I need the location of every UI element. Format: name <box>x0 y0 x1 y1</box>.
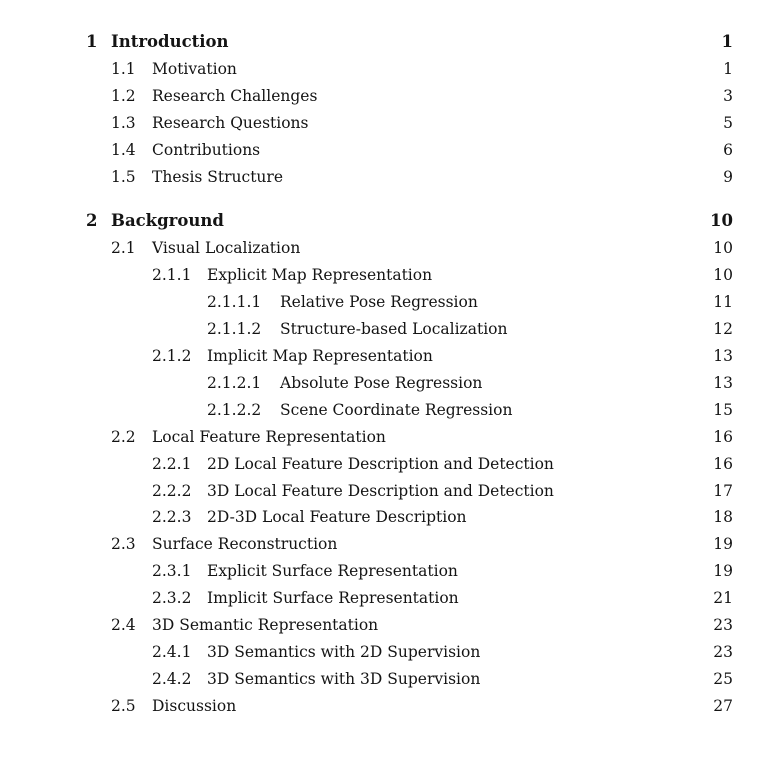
toc-entry-number: 1 <box>86 32 98 51</box>
toc-entry-number: 2.1.1.1 <box>207 292 262 311</box>
toc-entry-title[interactable]: Relative Pose Regression <box>280 291 482 313</box>
toc-section-entry[interactable] <box>0 668 777 690</box>
toc-entry-page-number[interactable]: 10 <box>710 211 733 230</box>
toc-entry-title[interactable]: Structure-based Localization <box>280 318 511 340</box>
toc-entry-title[interactable]: Introduction <box>111 31 233 53</box>
toc-entry-number: 2.3 <box>111 535 136 554</box>
toc-entry-number: 2.2.1 <box>152 454 192 473</box>
toc-entry-number: 2.3.1 <box>152 562 192 581</box>
toc-section-entry[interactable] <box>0 291 777 313</box>
toc-entry-page-number[interactable]: 5 <box>723 113 733 132</box>
toc-entry-page-number[interactable]: 6 <box>723 140 733 159</box>
toc-entry-page-number[interactable]: 23 <box>713 643 733 662</box>
toc-entry-number: 2.4.1 <box>152 643 192 662</box>
toc-entry-number: 2.2.3 <box>152 508 192 527</box>
toc-entry-number: 2.5 <box>111 697 136 716</box>
toc-entry-number: 2.2 <box>111 427 136 446</box>
toc-entry-page-number[interactable]: 16 <box>713 427 733 446</box>
toc-entry-page-number[interactable]: 3 <box>723 86 733 105</box>
toc-entry-page-number[interactable]: 25 <box>713 670 733 689</box>
toc-entry-page-number[interactable]: 15 <box>713 400 733 419</box>
toc-entry-title[interactable]: Visual Localization <box>152 237 304 259</box>
toc-entry-number: 2.1.1 <box>152 265 192 284</box>
toc-entry-title[interactable]: 2D-3D Local Feature Description <box>207 506 471 528</box>
toc-section-entry[interactable] <box>0 139 777 161</box>
toc-section-entry[interactable] <box>0 641 777 663</box>
toc-section-entry[interactable] <box>0 372 777 394</box>
toc-entry-title[interactable]: Thesis Structure <box>152 166 287 188</box>
toc-entry-number: 1.1 <box>111 59 136 78</box>
toc-entry-number: 2.1.2.1 <box>207 373 262 392</box>
toc-entry-page-number[interactable]: 23 <box>713 616 733 635</box>
toc-entry-page-number[interactable]: 12 <box>713 319 733 338</box>
toc-entry-page-number[interactable]: 21 <box>713 589 733 608</box>
toc-entry-title[interactable]: Explicit Map Representation <box>207 264 436 286</box>
toc-entry-number: 1.3 <box>111 113 136 132</box>
toc-entry-number: 2.1.2.2 <box>207 400 262 419</box>
toc-section-entry[interactable] <box>0 453 777 475</box>
toc-entry-title[interactable]: 2D Local Feature Description and Detection <box>207 453 558 475</box>
toc-entry-page-number[interactable]: 13 <box>713 373 733 392</box>
toc-entry-title[interactable]: Research Questions <box>152 112 312 134</box>
toc-entry-title[interactable]: 3D Semantics with 3D Supervision <box>207 668 484 690</box>
toc-entry-page-number[interactable]: 11 <box>713 292 733 311</box>
toc-entry-title[interactable]: Surface Reconstruction <box>152 533 341 555</box>
toc-entry-number: 2 <box>86 211 98 230</box>
toc-section-entry[interactable] <box>0 345 777 367</box>
toc-entry-title[interactable]: 3D Local Feature Description and Detection <box>207 480 558 502</box>
toc-entry-title[interactable]: Background <box>111 210 228 232</box>
toc-entry-number: 2.4.2 <box>152 670 192 689</box>
toc-section-entry[interactable] <box>0 318 777 340</box>
toc-entry-title[interactable]: Local Feature Representation <box>152 426 390 448</box>
toc-section-entry[interactable] <box>0 426 777 448</box>
toc-entry-number: 2.1 <box>111 238 136 257</box>
toc-entry-page-number[interactable]: 13 <box>713 346 733 365</box>
toc-section-entry[interactable] <box>0 587 777 609</box>
toc-entry-number: 2.4 <box>111 616 136 635</box>
toc-entry-title[interactable]: Implicit Map Representation <box>207 345 437 367</box>
toc-entry-number: 2.1.1.2 <box>207 319 262 338</box>
toc-entry-number: 1.4 <box>111 140 136 159</box>
toc-entry-page-number[interactable]: 10 <box>713 238 733 257</box>
toc-chapter-entry[interactable] <box>0 31 777 53</box>
toc-section-entry[interactable] <box>0 695 777 717</box>
toc-section-entry[interactable] <box>0 506 777 528</box>
toc-entry-title[interactable]: 3D Semantics with 2D Supervision <box>207 641 484 663</box>
toc-entry-title[interactable]: Discussion <box>152 695 240 717</box>
toc-entry-title[interactable]: Research Challenges <box>152 85 321 107</box>
toc-entry-number: 2.1.2 <box>152 346 192 365</box>
toc-section-entry[interactable] <box>0 166 777 188</box>
toc-section-entry[interactable] <box>0 399 777 421</box>
toc-entry-page-number[interactable]: 16 <box>713 454 733 473</box>
toc-section-entry[interactable] <box>0 533 777 555</box>
toc-entry-number: 1.5 <box>111 167 136 186</box>
toc-section-entry[interactable] <box>0 237 777 259</box>
toc-entry-page-number[interactable]: 27 <box>713 697 733 716</box>
toc-section-entry[interactable] <box>0 560 777 582</box>
toc-entry-page-number[interactable]: 19 <box>713 535 733 554</box>
toc-entry-title[interactable]: Scene Coordinate Regression <box>280 399 516 421</box>
toc-section-entry[interactable] <box>0 480 777 502</box>
toc-entry-title[interactable]: 3D Semantic Representation <box>152 614 382 636</box>
toc-section-entry[interactable] <box>0 58 777 80</box>
toc-entry-title[interactable]: Motivation <box>152 58 241 80</box>
toc-section-entry[interactable] <box>0 264 777 286</box>
toc-entry-title[interactable]: Implicit Surface Representation <box>207 587 463 609</box>
toc-entry-page-number[interactable]: 10 <box>713 265 733 284</box>
toc-entry-number: 2.3.2 <box>152 589 192 608</box>
toc-section-entry[interactable] <box>0 85 777 107</box>
toc-entry-page-number[interactable]: 19 <box>713 562 733 581</box>
toc-entry-number: 1.2 <box>111 86 136 105</box>
toc-entry-page-number[interactable]: 18 <box>713 508 733 527</box>
toc-chapter-entry[interactable] <box>0 210 777 232</box>
toc-entry-number: 2.2.2 <box>152 481 192 500</box>
toc-entry-page-number[interactable]: 1 <box>721 32 733 51</box>
toc-entry-title[interactable]: Contributions <box>152 139 264 161</box>
toc-entry-title[interactable]: Explicit Surface Representation <box>207 560 462 582</box>
toc-entry-page-number[interactable]: 17 <box>713 481 733 500</box>
toc-entry-page-number[interactable]: 9 <box>723 167 733 186</box>
toc-entry-page-number[interactable]: 1 <box>723 59 733 78</box>
toc-entry-title[interactable]: Absolute Pose Regression <box>280 372 486 394</box>
toc-section-entry[interactable] <box>0 614 777 636</box>
toc-section-entry[interactable] <box>0 112 777 134</box>
